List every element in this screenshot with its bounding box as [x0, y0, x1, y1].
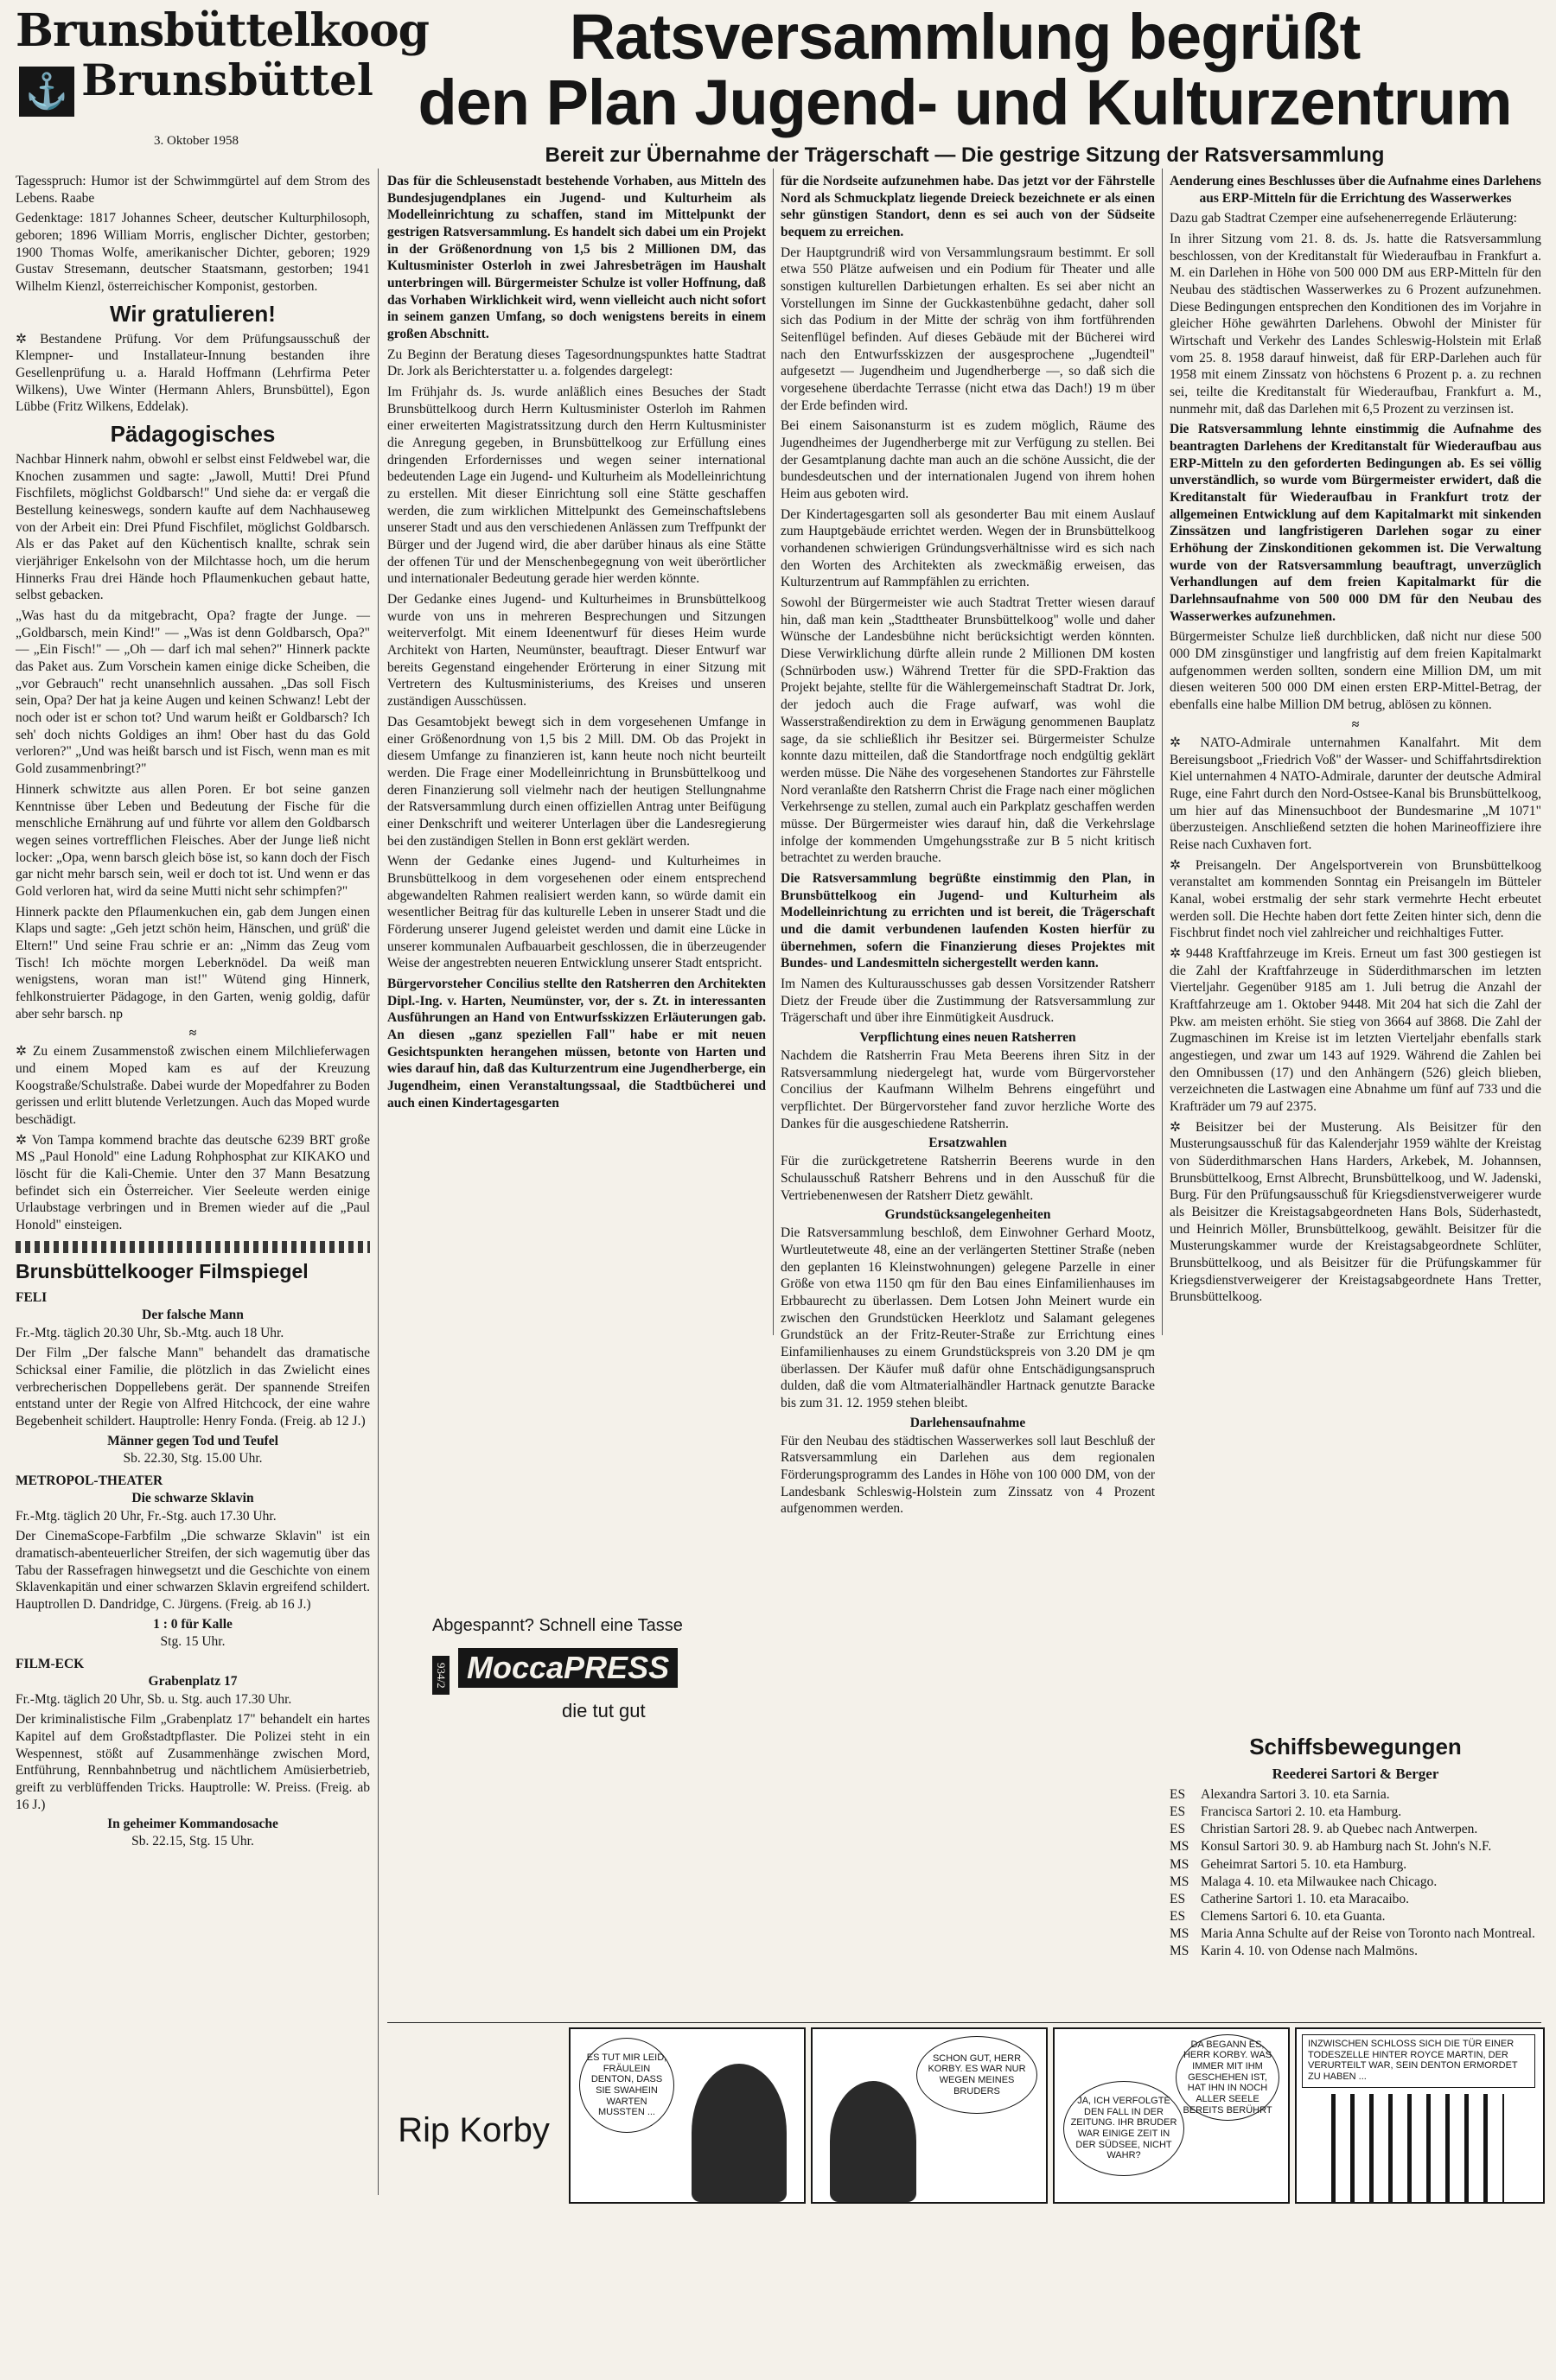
article-para: Im Namen des Kulturausschusses gab dessen Vorsitzender Ratsherr Dietz der Freude über die Zustimmung der Ratsversammlung zur Trägerschaft und über ihre Einmütigkeit Ausdruck. [781, 976, 1155, 1026]
zusammenstoss-note: ✲ Zu einem Zusammenstoß zwischen einem Milchlieferwagen und einem Moped kam es auf der Kreuzung Koogstraße/Schulstraße. Dabei wurde der Mopedfahrer zu Boden gerissen und erlitt blutende Verletzungen. Auch das Moped wurde beschädigt. [16, 1044, 370, 1127]
ship-row [1170, 1786, 1541, 1804]
ship-status: Karin 4. 10. von Odense nach Malmöns. [1201, 1944, 1418, 1959]
paedagogisches-heading: Pädagogisches [110, 421, 276, 448]
film-extra-title: Männer gegen Tod und Teufel [107, 1433, 278, 1448]
ship-row [1170, 1874, 1541, 1891]
article-para: Zu Beginn der Beratung dieses Tagesordnungspunktes hatte Stadtrat Dr. Jork als Berichterstatter u. a. folgendes dargelegt: [387, 347, 766, 379]
preisangeln-note: ✲ Preisangeln. Der Angelsportverein von Brunsbüttelkoog veranstaltet am kommenden Sonntag ein Preisangeln im Bütteler Kanal, wobei erstmalig der sehr stark vermehrte Hecht erbeutet werden soll. Die Hechte haben dort fette Zeiten hinter sich, denn die Fischbrut findet noch viel zahlreicher und reichhaltiges Futter. [1170, 857, 1541, 941]
film-description: Der kriminalistische Film „Grabenplatz 17" behandelt ein hartes Kapitel auf dem Großstadtpflaster. Die Polizei steht in ein Wespennest, stößt auf Zusammenhänge zwischen Mord, Entführung, Rennbahnbetrug und nächtlichem Amüsierbetrieb, greift zu verblüffenden Tricks. Hauptrolle: W. Preiss. (Freig. ab 16 J.) [16, 1712, 370, 1812]
article-continued-lead: für die Nordseite aufzunehmen habe. Das jetzt vor der Fährstelle Nord als Schmuckplatz liegende Dreieck bezeichnete er als einen sehr günstigen Standort, denn es sei auch von der Südseite bequem zu erreichen. [781, 174, 1155, 240]
column-divider [378, 169, 379, 2195]
masthead [16, 4, 430, 149]
headline-line-2: den Plan Jugend- und Kulturzentrum [418, 67, 1512, 138]
ship-list [1170, 1786, 1541, 1960]
mocca-press-ad [432, 1616, 743, 1722]
film-listing [16, 1290, 370, 1467]
column-divider [773, 169, 774, 1335]
character-figure [692, 2064, 787, 2202]
film-title: Die schwarze Sklavin [131, 1490, 254, 1505]
article-bold-para: Bürgervorsteher Concilius stellte den Ratsherren den Architekten Dipl.-Ing. v. Harten, Neumünster, vor, der s. Zt. in interessanten Ausführungen an Hand von Entwurfsskizzen Erläuterungen gab. An diesen „ganz speziellen Fall" habe er mit neuen Gesichtspunkten herangehen müssen, betonte von Harten und wies darauf hin, daß das Kulturzentrum eine Jugendherberge, ein Jugendheim, einen Veranstaltungssaal, die Stadtbücherei und auch einen Kindertagesgarten [387, 976, 766, 1110]
film-listing [16, 1473, 370, 1650]
subsection-heading: Ersatzwahlen [928, 1136, 1007, 1151]
column-2 [387, 173, 766, 1115]
film-extra-times: Sb. 22.15, Stg. 15 Uhr. [131, 1834, 254, 1849]
ship-row [1170, 1838, 1541, 1855]
ship-type-code: MS [1170, 1874, 1189, 1889]
ship-status: Francisca Sartori 2. 10. eta Hamburg. [1201, 1804, 1402, 1820]
ship-status: Konsul Sartori 30. 9. ab Hamburg nach St. John's N.F. [1201, 1839, 1492, 1855]
column-3 [781, 173, 1155, 1521]
comic-panel-3 [1053, 2027, 1290, 2204]
article-lead: Das für die Schleusenstadt bestehende Vorhaben, aus Mitteln des Bundesjugendplanes ein Jugend- und Kulturheim als Modelleinrichtung zu schaffen, stand im Mittelpunkt der gestrigen Ratsversammlung. Es handelt sich dabei um ein Projekt in der Größenordnung von 1,5 bis 2 Millionen DM, das Kultusminister Osterloh in zwei Jahresbeträgen im Haushalt unterbringen will. Bürgermeister Schulze ist voller Hoffnung, daß das Vorhaben Wirklichkeit wird, wenn vielleicht auch nicht sofort in seinem ganzen Umfang, so doch wenigstens bereits in einem großen Abschnitt. [387, 174, 766, 342]
comic-title: Rip Korby [398, 2111, 550, 2149]
paedagogisches-para: „Was hast du da mitgebracht, Opa? fragte der Junge. — „Goldbarsch, mein Kind!" — „Was ist denn Goldbarsch, Opa?" — „Ein Fisch!" — „Oh — darf ich mal sehen?" Hinnerk packte das Paket aus. Zum Vorschein kamen einige dicke Scheiben, die „vor Gebrauch" recht unansehnlich aussahen. „Das soll Fisch sein, Opa? Der hat ja keine Augen und keinen Schwanz! Lebt der noch oder ist er schon tot? Und warum heißt er Goldbarsch? Ich seh' doch nichts Goldiges an ihm! Ober hast du das Gold verloren?" „Und was heißt barsch und ist Fisch, wenn man es mit Gold zusammenbringt?" [16, 608, 370, 777]
kfz-note: ✲ 9448 Kraftfahrzeuge im Kreis. Erneut um fast 300 gestiegen ist die Zahl der Kraftfahrzeuge in Süderdithmarschen im letzten Vierteljahr. Gegenüber 9185 am 1. Juli betrug die Anzahl der Kraftfahrzeuge am 1. Oktober 9448. Mit 204 hat sich die Zahl der Pkw. am meisten erhöht. Sie stieg von 3664 auf 3868. Die Zahl der Zugmaschinen im Kreise ist im letzten Vierteljahr ebenfalls stark angestiegen, und zwar um 143 auf 1929. Während die Zahlen bei den Omnibussen (17) und den Anhängern (526) gleich blieben, verzeichneten die Lastwagen eine Abnahme um fünf auf 733 und die Krafträder um 79 auf 2375. [1170, 945, 1541, 1114]
gedenktage: Gedenktage: 1817 Johannes Scheer, deutscher Kulturphilosoph, geboren; 1896 William Morris, englischer Dichter, gestorben; 1900 Thomas Wolfe, amerikanischer Dichter, geboren; 1929 Gustav Stresemann, deutscher Staatsmann, gestorben; 1941 Wilhelm Kienzl, österreichischer Komponist, gestorben. [16, 211, 370, 295]
nato-note: ✲ NATO-Admirale unternahmen Kanalfahrt. Mit dem Bereisungsboot „Friedrich Voß" der Wasser- und Schiffahrtsdirektion Kiel unternahmen 4 NATO-Admirale, darunter der deutsche Admiral Ruge, eine Fahrt durch den Nord-Ostsee-Kanal bis Brunsbüttelkoog, um hier auf das Minensuchboot der Bundesmarine „M 1071" überzusteigen. Anschließend setzten die hohen Marineoffiziere ihre Reise nach Cuxhaven fort. [1170, 735, 1541, 852]
gratulieren-text: ✲ Bestandene Prüfung. Vor dem Prüfungsausschuß der Klempner- und Installateur-Innung bestanden ihre Gesellenprüfung u. a. Harald Hoffmann (Lehrfirma Peter Wilkens), Uwe Winter (Hermann Ahlers, Brunsbüttel), Egon Lübbe (Fritz Wilkens, Eddelak). [16, 331, 370, 415]
ad-tagline: Abgespannt? Schnell eine Tasse [432, 1616, 683, 1635]
article-para: Die Ratsversammlung beschloß, dem Einwohner Gerhard Mootz, Wurtleutetweute 48, eine an der verlängerten Stettiner Straße (neben den geplanten 16 Kleinstwohnungen) gelegene Parzelle in einer Größe von etwa 1150 qm für den Bau eines Einfamilienhauses im Erbbaurecht zu überlassen. Dem Lotsen John Meinert wurde ein zwischen den Grundstücken Heerklotz und Salamant gelegenes Grundstück an der Fritz-Reuter-Straße zur Errichtung eines Einfamilienhauses zu einem Grundstückspreis von 3.20 DM je qm überlassen. Der Käufer muß dafür ohne Entschädigungsanspruch dulden, daß die vom Altmaterialhändler Hartnack genutzte Baracke bis zum 31. 12. 1959 stehen bleibt. [781, 1225, 1155, 1411]
paedagogisches-para: Hinnerk packte den Pflaumenkuchen ein, gab dem Jungen einen Klaps und sagte: „Geh jetzt schön heim, Hänschen, und grüß' die Eltern!" Und seine Frau schrie er an: „Nimm das Zeug vom Tisch! Ich möchte morgen Leberknödel. Da weiß man wenigstens, woran man ist!" Wütend ging Hinnerk, fehlkonstruierter Pädagoge, in den Garten, wenig goldig, dafür aber sehr barsch. np [16, 904, 370, 1021]
paedagogisches-para: Nachbar Hinnerk nahm, obwohl er selbst einst Feldwebel war, die Knochen zusammen und sagte: „Jawoll, Mutti! Drei Pfund Fischfilets, möglichst Goldbarsch!" Und siehe da: er vergaß die Bestellung keineswegs, sondern kaufte auf dem Nachhauseweg von der Arbeit ein: Drei Pfund Fischfilet, möglichst Goldbarsch. Als er das Paket auf den Küchentisch knallte, schrak sein vierjähriger Enkelsohn von der Milchtasse hoch, um die herum Hinnerks Frau drei Hände hoch Pflaumenkuchen gebaut hatte, selbst gebacken. [16, 452, 370, 603]
column-4 [1170, 173, 1541, 1309]
resolution-bold-para: Die Ratsversammlung lehnte einstimmig die Aufnahme des beantragten Darlehens der Kreditanstalt für Wiederaufbau aus ERP-Mitteln zu den geforderten Bedingungen ab. Es sei völlig unverständlich, so wurde vom Bürgermeister erwidert, daß die Kreditanstalt für Wiederaufbau in Frankfurt trotz der allgemeinen Entwicklung auf dem Kapitalmarkt mit sinkenden Zinssätzen und langfristigeren Darlehen sogar zu einer Erhöhung der Zinskonditionen gekommen ist. Die Verwaltung wurde von der Ratsversammlung beauftragt, unverzüglich Verhandlungen auf dem freien Kapitalmarkt für die Darlehnsaufnahme von 500 000 DM für den Neubau des Wasserwerkes aufzunehmen. [1170, 422, 1541, 624]
ad-slogan: die tut gut [562, 1700, 646, 1722]
section-ornament: ≈ [188, 1026, 197, 1041]
film-title: Der falsche Mann [142, 1307, 244, 1322]
tagesspruch: Tagesspruch: Humor ist der Schwimmgürtel auf dem Strom des Lebens. Raabe [16, 174, 370, 206]
headline-block [386, 1, 1544, 168]
headline-line-1: Ratsversammlung begrüßt [569, 1, 1361, 73]
ship-status: Christian Sartori 28. 9. ab Quebec nach Antwerpen. [1201, 1822, 1478, 1837]
comic-strip [387, 2022, 1541, 2204]
caption-box: INZWISCHEN SCHLOSS SICH DIE TÜR EINER TODESZELLE HINTER ROYCE MARTIN, DER VERURTEILT WAR, SEIN DENTON ERMORDET ZU HABEN ... [1302, 2034, 1535, 2088]
prison-bars [1331, 2094, 1504, 2202]
tampa-note: ✲ Von Tampa kommend brachte das deutsche 6239 BRT große MS „Paul Honold" eine Ladung Rohphosphat zur KIKAKO und löscht für die Kali-Chemie. Unter den 37 Mann Besatzung befindet sich ein Österreicher. Vier Seeleute werden einige Urlaubstage verbringen und in Bremen wieder auf die „Paul Honold" einsteigen. [16, 1132, 370, 1232]
ship-row [1170, 1891, 1541, 1908]
ship-type-code: MS [1170, 1944, 1189, 1959]
article-para: Der Hauptgrundriß wird von Versammlungsraum bestimmt. Er soll etwa 550 Plätze aufweisen und ein Podium für Theater und alle sonstigen kulturellen Darbietungen erhalten. Es sei aber nicht an Vorstellungen im Sinne der Guckkastenbühne gedacht, daher soll sich das Podium in der Mitte der schräg von ihm fortführenden Seitenflügel befinden. Auf dieses Gebäude mit der Bücherei wird nach den Entwurfsskizzen der ausgesprochene „Jugendteil" aufgesetzt — Jugendheim und Jugendherberge —, so daß sich die vorgesehene überdachte Terrasse (nicht etwa das Dach!) 19 m über der Erde befinden wird. [781, 245, 1155, 413]
article-para: In ihrer Sitzung vom 21. 8. ds. Js. hatte die Ratsversammlung beschlossen, von der Kreditanstalt für Wiederaufbau in Frankfurt a. M. ein Darlehen in Höhe von 500 000 DM aus ERP-Mitteln für den Neubau des städtischen Wasserwerkes zu 6 Prozent aufzunehmen. Diese Bedingungen entsprechen den Konditionen des im Vorjahre in gleicher Höhe gewährten Darlehens. Obwohl der Minister für Wirtschaft und Verkehr des Landes Schleswig-Holstein mit Erlaß vom 25. 8. 1958 darauf hinweist, daß für ERP-Darlehen auch für 1958 mit einem Zinssatz von höchstens 6 Prozent p. a. zu rechnen sei, teilte die Kreditanstalt für Wiederaufbau, Frankfurt a. M., nunmehr mit, daß das Darlehen mit 6,5 Prozent zu verzinsen ist. [1170, 232, 1541, 417]
resolution-bold-para: Die Ratsversammlung begrüßte einstimmig den Plan, in Brunsbüttelkoog ein Jugend- und Kulturheim als Modelleinrichtung zu errichten und ist bereit, die Trägerschaft und die damit verbundenen laufenden Kosten hierfür zu übernehmen, sofern die Finanzierung dieses Projektes mit Bundes- und Landesmitteln sichergestellt werden kann. [781, 870, 1155, 971]
ships-subheading: Reederei Sartori & Berger [1272, 1766, 1439, 1782]
character-figure [830, 2081, 916, 2202]
ship-row [1170, 1856, 1541, 1874]
column-1 [16, 173, 370, 1851]
local-edition-subtitle: Brunsbüttel [81, 54, 373, 105]
ships-heading: Schiffsbewegungen [1249, 1734, 1462, 1760]
ship-type-code: MS [1170, 1926, 1189, 1942]
ad-code: 934/2 [432, 1656, 450, 1696]
ship-type-code: MS [1170, 1839, 1189, 1855]
film-description: Der Film „Der falsche Mann" behandelt das dramatische Schicksal einer Familie, die plötzlich in das Zwielicht eines verbrecherischen Doppellebens gerät. Der spannende Streifen entstand unter der Regie von Alfred Hitchcock, der eine wahre Begebenheit schildert. Hauptrolle: Henry Fonda. (Freig. ab 12 J.) [16, 1346, 370, 1429]
article-para: Der Gedanke eines Jugend- und Kulturheimes in Brunsbüttelkoog wurde von uns in mehreren Besprechungen und Sitzungen weiterverfolgt. Mit einem Ideenentwurf für dieses Heim wurde Architekt von Harten, Neumünster, beauftragt. Dieser Entwurf war bereits Gegenstand eingehender Erörterung in einer Sitzung mit Vertretern des Kultusministeriums, des Kreises und unseren zuständigen Ausschüssen. [387, 592, 766, 710]
comic-panel-2 [811, 2027, 1048, 2204]
article-para: Das Gesamtobjekt bewegt sich in dem vorgesehenen Umfange in einer Größenordnung von 1,5 bis 2 Mill. DM. Ob das Projekt in diesem Umfange zu finanzieren ist, kann heute noch nicht beurteilt werden. Die Frage einer Modelleinrichtung in Brunsbüttelkoog und deren Finanzierung soll vielmehr nach der heutigen Stellungnahme der Ratsversammlung durch einen offiziellen Antrag unter Beifügung einer Denkschrift und weiterer Unterlagen über die Landesregierung bei den zuständigen Stellen in Bonn erst geklärt werden. [387, 714, 766, 849]
ship-type-code: ES [1170, 1891, 1186, 1906]
ship-type-code: ES [1170, 1908, 1186, 1924]
article-para: Wenn der Gedanke eines Jugend- und Kulturheimes in Brunsbüttelkoog in dem vorgesehenen oder einem entsprechend abgewandelten Rahmen realisiert werden kann, so würde damit ein wesentlicher Beitrag für das kulturelle Leben in unserer Stadt und die Förderung unserer Jugend geleistet werden und damit eine Lücke in unserer kommunalen Aufbauarbeit geschlossen, die in überzeugender Weise der angestrebten neueren Entwicklung unserer Stadt entspricht. [387, 854, 766, 971]
comic-panel-4 [1295, 2027, 1545, 2204]
speech-bubble: DA BEGANN ES, HERR KORBY. WAS IMMER MIT IHM GESCHEHEN IST, HAT IHN IN NOCH ALLER SEELE BEREITS BERÜHRT [1176, 2034, 1279, 2121]
gratulieren-heading: Wir gratulieren! [110, 300, 276, 327]
filmspiegel-heading: Brunsbüttelkooger Filmspiegel [16, 1259, 309, 1282]
film-times: Fr.-Mtg. täglich 20 Uhr, Sb. u. Stg. auch 17.30 Uhr. [16, 1691, 292, 1707]
article-para: Bürgermeister Schulze ließ durchblicken, daß nicht nur diese 500 000 DM zinsgünstiger und langfristig auf dem freien Kapitalmarkt aufgenommen werden sollten, sondern eine Million DM, um mit diesen weiteren 500 000 DM einen ersten ERP-Mittel-Betrag, der ebenfalls eine halbe Million DM betrug, ablösen zu können. [1170, 629, 1541, 713]
issue-date: 3. Oktober 1958 [154, 134, 239, 149]
headline-subhead: Bereit zur Übernahme der Trägerschaft — Die gestrige Sitzung der Ratsversammlung [545, 143, 1385, 167]
ship-row [1170, 1804, 1541, 1821]
speech-bubble: ES TUT MIR LEID, FRÄULEIN DENTON, DASS SIE SWAHEIN WARTEN MUSSTEN ... [579, 2038, 674, 2133]
ship-status: Catherine Sartori 1. 10. eta Maracaibo. [1201, 1891, 1410, 1906]
article-para: Der Kindertagesgarten soll als gesonderter Bau mit einem Auslauf zum Hauptgebäude errichtet werden. Wegen der in Brunsbüttelkoog vorhandenen schwierigen Gründungsverhältnisse wird es sich nach den Worten des Architekten als zweckmäßig erweisen, das Kulturzentrum auf Rammpfählen zu errichten. [781, 506, 1155, 590]
article-para: Für den Neubau des städtischen Wasserwerkes soll laut Beschluß der Ratsversammlung ein Darlehen aus dem regionalen Förderungsprogramm des Landes in Höhe von 100 000 DM, von der Landesbank Schleswig-Holstein zum Zinssatz von 4 Prozent aufgenommen werden. [781, 1433, 1155, 1517]
cinema-name: FILM-ECK [16, 1656, 85, 1671]
ad-logo: MoccaPRESS [458, 1648, 678, 1688]
film-extra-times: Sb. 22.30, Stg. 15.00 Uhr. [123, 1450, 263, 1466]
cinema-name: METROPOL-THEATER [16, 1473, 163, 1488]
ship-status: Maria Anna Schulte auf der Reise von Toronto nach Montreal. [1201, 1926, 1535, 1942]
ship-row [1170, 1908, 1541, 1925]
section-ornament: ≈ [1351, 716, 1360, 732]
ship-status: Malaga 4. 10. eta Milwaukee nach Chicago. [1201, 1874, 1438, 1889]
article-para: Für die zurückgetretene Ratsherrin Beerens wurde in den Schulausschuß Ratsherr Behrens und in den Ausschuß für die Vertriebenenwesen der Ratsherr Dietz gewählt. [781, 1154, 1155, 1203]
local-edition-subtitle-row [16, 54, 377, 117]
ship-type-code: ES [1170, 1822, 1186, 1837]
film-title: Grabenplatz 17 [148, 1673, 238, 1689]
ship-row [1170, 1943, 1541, 1960]
comic-panel-1 [569, 2027, 806, 2204]
article-para: Sowohl der Bürgermeister wie auch Stadtrat Tretter wiesen darauf hin, daß man kein „Stadttheater Brunsbüttelkoog" wolle und daher Wünsche der Landesbühne nicht berücksichtigt werden könnten. Diese Verwirklichung dürfte allein runde 2 Millionen DM kosten (Schnürboden usw.) Während Tretter für die SPD-Fraktion das Projekt bejahte, stellte für die Wählergemeinschaft Stadtrat Dr. Jork, der jedoch auch die Frage aufwarf, was wohl die Wasserstraßendirektion zu dem in Erwägung genommenen Bauplatz sage, da sie schließlich ihr Besitzer sei. Bürgermeister Schulze konnte dazu mitteilen, daß die Standortfrage noch endgültig geklärt werden müsse. Die Nähe des vorgesehenen Standortes zur Fährstelle Nord veranlaßte den Ratsherrn Christ die Frage nach einer möglichen Verkehrsenge zu stellen, zumal auch ein Parkplatz geschaffen werden müsse. Der Bürgermeister wies darauf hin, daß die Verkehrslage infolge der kommenden Umgehungsstraße zur B 5 nicht kritisch betrachtet zu werden brauche. [781, 595, 1155, 866]
ship-status: Clemens Sartori 6. 10. eta Guanta. [1201, 1908, 1386, 1924]
cinema-name: FELI [16, 1289, 48, 1305]
film-times: Fr.-Mtg. täglich 20.30 Uhr, Sb.-Mtg. auch 18 Uhr. [16, 1325, 284, 1340]
subsection-heading: Aenderung eines Beschlusses über die Aufnahme eines Darlehens aus ERP-Mitteln für die Errichtung des Wasserwerkes [1170, 174, 1541, 206]
column-divider [1162, 169, 1163, 1335]
article-para: Dazu gab Stadtrat Czemper eine aufsehenerregende Erläuterung: [1170, 211, 1517, 226]
ship-row [1170, 1821, 1541, 1838]
ship-status: Geheimrat Sartori 5. 10. eta Hamburg. [1201, 1856, 1407, 1872]
ship-movements [1170, 1728, 1541, 1960]
speech-bubble: SCHON GUT, HERR KORBY. ES WAR NUR WEGEN MEINES BRUDERS [916, 2036, 1037, 2114]
film-extra-title: In geheimer Kommandosache [107, 1817, 278, 1832]
article-para: Bei einem Saisonansturm ist es zudem möglich, Räume des Jugendheimes der Jugendherberge mit zur Verfügung zu stellen. Bei der Gesamtplanung dachte man auch an die schöne Aussicht, die der bundesdeutschen und der internationalen Jugend von ihrem hohen Heim aus geboten wird. [781, 418, 1155, 502]
ad-logo-row [432, 1648, 743, 1695]
subsection-heading: Darlehensaufnahme [909, 1415, 1026, 1430]
subsection-heading: Grundstücksangelegenheiten [884, 1207, 1051, 1223]
film-extra-times: Stg. 15 Uhr. [160, 1633, 226, 1649]
film-extra-title: 1 : 0 für Kalle [153, 1616, 233, 1632]
comic-title-box [387, 2040, 560, 2205]
paedagogisches-para: Hinnerk schwitzte aus allen Poren. Er bot seine ganzen Kenntnisse über Leben und Bedeutung der Fische für die menschliche Ernährung auf und führte vor allem den Goldbarsch wegen seines vortrefflichen Fleisches. Aber der Junge ließ nicht locker: „Opa, wenn barsch gleich böse ist, so kann doch der Fisch gar nicht mehr barsch sein, weil er doch tot ist. Und wenn er das Gold verloren hat, wird da seine Mutti nicht sehr schimpfen?" [16, 781, 370, 899]
ship-status: Alexandra Sartori 3. 10. eta Sarnia. [1201, 1787, 1390, 1802]
article-para: Im Frühjahr ds. Js. wurde anläßlich eines Besuches der Stadt Brunsbüttelkoog durch Herrn Kultusminister Osterloh im Rahmen einer erweiterten Magistratssitzung durch den Herrn Kultusminister die Anregung gegeben, in Brunsbüttelkoog zur Erfüllung eines dringenden Erfordernisses und wegen seiner international bedeutenden Lage ein Jugend- und Kulturheim als Modelleinrichtung zu erstellen. Mit dieser Einrichtung soll eine Stätte geschaffen werden, die zum wirklichen Mittelpunkt des Gemeinschaftslebens unserer Stadt und aus den verschiedenen Anlässen zum Treffpunkt der Bürger und der Jugend wird, die aber darüber hinaus als eine Stätte der offenen Tür und der Menschenbegegnung von weit überörtlicher und internationaler Bedeutung gerade hier werden könnte. [387, 385, 766, 587]
article-para: Nachdem die Ratsherrin Frau Meta Beerens ihren Sitz in der Ratsversammlung niedergelegt hat, wurde vom Bürgervorsteher Concilius der Kaufmann Wilhelm Behrens eingeführt und verpflichtet. Der Bürgervorsteher fand zuvor herzliche Worte des Dankes für die ausgeschiedene Ratsherrin. [781, 1047, 1155, 1131]
ship-type-code: ES [1170, 1804, 1186, 1820]
film-description: Der CinemaScope-Farbfilm „Die schwarze Sklavin" ist ein dramatisch-abenteuerlicher Streifen, der sich wagemutig über das Tabu der Rassefragen hinwegsetzt und die Geschichte von einem Sklavenkapitän und einer schwarzen Sklavin ergreifend schildert. Hauptrollen D. Dandridge, C. Jürgens. (Freig. ab 16 J.) [16, 1529, 370, 1613]
film-times: Fr.-Mtg. täglich 20 Uhr, Fr.-Stg. auch 17.30 Uhr. [16, 1508, 277, 1524]
local-edition-title: Brunsbüttelkoog [16, 4, 430, 57]
ornamental-divider [16, 1241, 370, 1253]
ship-row [1170, 1925, 1541, 1943]
ship-type-code: MS [1170, 1856, 1189, 1872]
film-listing [16, 1657, 370, 1850]
town-crest-icon: ⚓ [19, 67, 74, 117]
subsection-heading: Verpflichtung eines neuen Ratsherren [859, 1029, 1076, 1045]
ship-type-code: ES [1170, 1787, 1186, 1802]
speech-bubble: JA, ICH VERFOLGTE DEN FALL IN DER ZEITUNG. IHR BRUDER WAR EINIGE ZEIT IN DER SÜDSEE, NICHT WAHR? [1063, 2081, 1184, 2176]
musterung-note: ✲ Beisitzer bei der Musterung. Als Beisitzer für den Musterungsausschuß für das Kalenderjahr 1959 wählte der Kreistag von Süderdithmarschen Hans Harders, Arkebek, M. Johannsen, Brunsbüttelkoog, Ernst Albrecht, Brunsbüttelkoog, und W. Jadenski, Burg. Für den Prüfungsausschuß für Kriegsdienstverweigerer wurde als Beisitzer die Kreistagsabgeordneten Hans Bols, Süderhastedt, und Heinrich Möller, Brunsbüttelkoog, gewählt. Beisitzer für die Musterungskammer wurde der Kreistagsabgeordnete Schlüter, Brunsbüttelkoog, und als Beisitzer für die Prüfungskammer für Kriegsdienstverweigerer der Kreistagsabgeordnete Hans Tretter, Brunsbüttelkoog. [1170, 1119, 1541, 1305]
